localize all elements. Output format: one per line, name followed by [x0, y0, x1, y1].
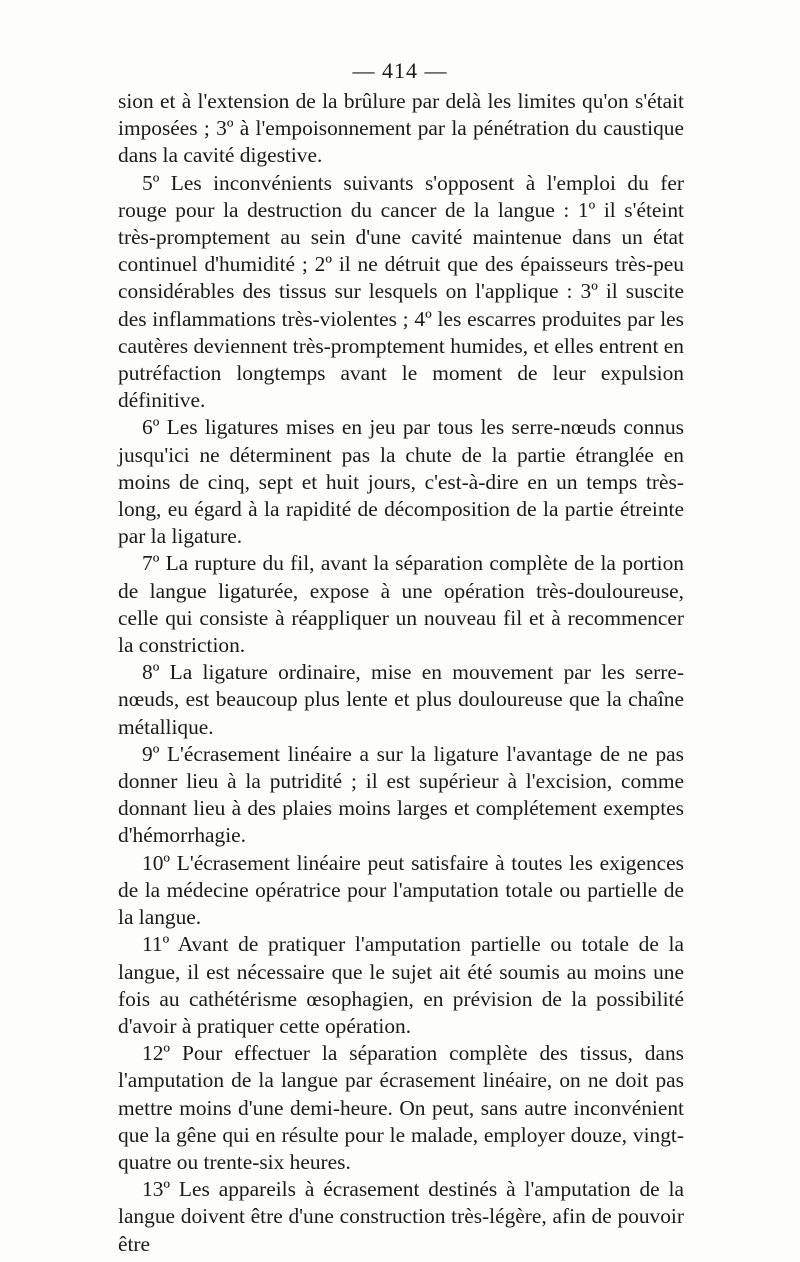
paragraph-9: 9º L'écrasement linéaire a sur la ligature l'avantage de ne pas donner lieu à la putridité ; il est supérieur à l'excision, comme donnant lieu à des plaies moins larges et complétement exemptes d'hémorrhagie. — [118, 741, 684, 848]
paragraph-10: 10º L'écrasement linéaire peut satisfaire à toutes les exigences de la médecine opératrice pour l'amputation totale ou partielle de la langue. — [118, 850, 684, 930]
paragraph-6: 6º Les ligatures mises en jeu par tous les serre-nœuds connus jusqu'ici ne déterminent pas la chute de la partie étranglée en moins de cinq, sept et huit jours, c'est-à-dire en un temps très-long, eu égard à la rapidité de décomposition de la partie étreinte par la ligature. — [118, 415, 684, 549]
paragraph-7: 7º La rupture du fil, avant la séparation complète de la portion de langue ligaturée, expose à une opération très-douloureuse, celle qui consiste à réappliquer un nouveau fil et à recommencer la constriction. — [118, 551, 684, 658]
paragraph-11: 11º Avant de pratiquer l'amputation partielle ou totale de la langue, il est nécessaire que le sujet ait été soumis au moins une fois au cathétérisme œsophagien, en prévision de la possibilité d'avoir à pratiquer cette opération. — [118, 932, 684, 1038]
paragraph-13: 13º Les appareils à écrasement destinés à l'amputation de la langue doivent être d'une construction très-légère, afin de pouvoir être — [118, 1177, 684, 1256]
paragraph-continuation: sion et à l'extension de la brûlure par delà les limites qu'on s'était imposées ; 3º à l'empoisonnement par la pénétration du caustique dans la cavité digestive. — [118, 89, 684, 168]
paragraph-12: 12º Pour effectuer la séparation complète des tissus, dans l'amputation de la langue par écrasement linéaire, on ne doit pas mettre moins d'une demi-heure. On peut, sans autre inconvénient que la gêne qui en résulte pour le malade, employer douze, vingt-quatre ou trente-six heures. — [118, 1041, 684, 1174]
page-number: — 414 — — [352, 58, 448, 83]
paragraph-5: 5º Les inconvénients suivants s'opposent à l'emploi du fer rouge pour la destruction du cancer de la langue : 1º il s'éteint très-promptement au sein d'une cavité maintenue dans un état continuel d'humidité ; 2º il ne détruit que des épaisseurs très-peu considérables des tissus sur lesquels on l'applique : 3º il suscite des inflammations très-violentes ; 4º les escarres produites par les cautères deviennent très-promptement humides, et elles entrent en putréfaction longtemps avant le moment de leur expulsion définitive. — [118, 170, 684, 413]
paragraph-8: 8º La ligature ordinaire, mise en mouvement par les serre-nœuds, est beaucoup plus lente et plus douloureuse que la chaîne métallique. — [118, 660, 684, 739]
body-text — [118, 88, 684, 1258]
